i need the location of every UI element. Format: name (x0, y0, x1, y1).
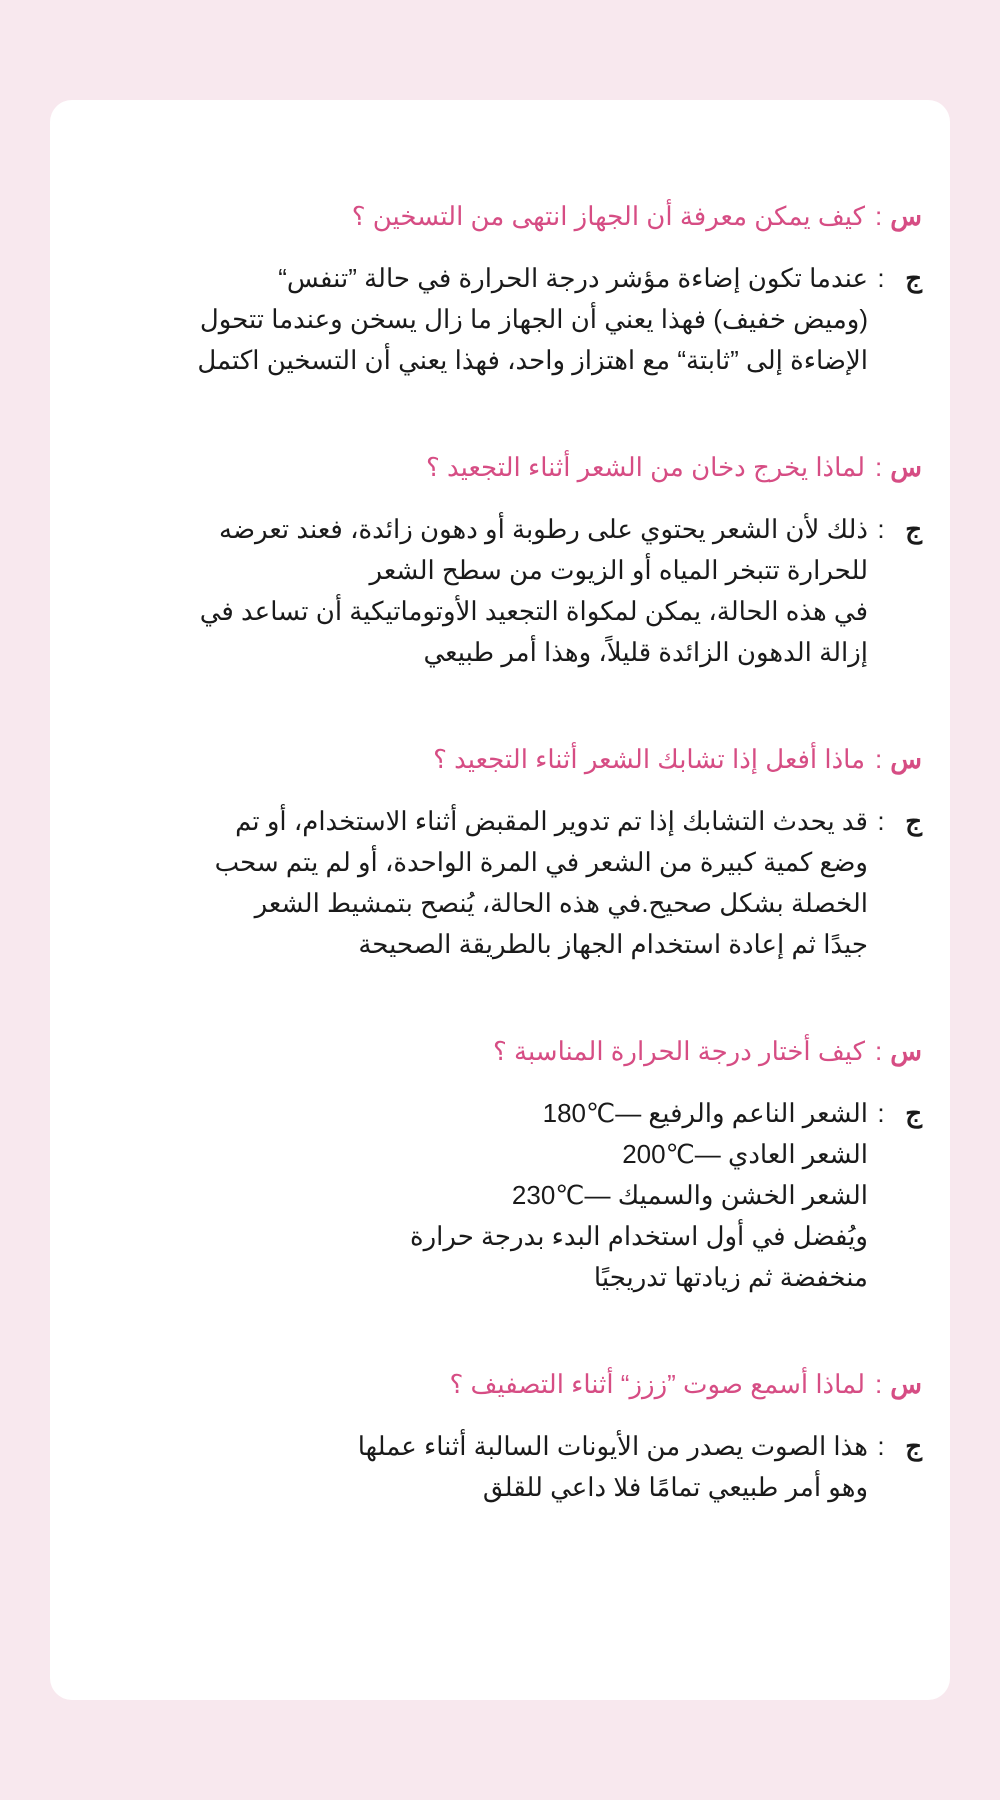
question-marker: س (890, 1036, 922, 1066)
question-marker: س (890, 744, 922, 774)
faq-item (78, 196, 922, 381)
question-text: ماذا أفعل إذا تشابك الشعر أثناء التجعيد ؟ (433, 744, 866, 774)
faq-question (78, 739, 922, 779)
answer-marker: ج (905, 514, 922, 544)
answer-line: جيدًا ثم إعادة استخدام الجهاز بالطريقة الصحيحة (358, 929, 868, 959)
question-colon: : (875, 1036, 883, 1066)
answer-colon: : (877, 806, 885, 836)
faq-item (78, 1364, 922, 1508)
answer-line: الشعر الناعم والرفيع —℃180 (542, 1098, 868, 1128)
answer-line: قد يحدث التشابك إذا تم تدوير المقبض أثناء الاستخدام، أو تم (235, 806, 868, 836)
question-text: لماذا يخرج دخان من الشعر أثناء التجعيد ؟ (425, 452, 866, 482)
answer-text (78, 258, 868, 381)
faq-item (78, 739, 922, 965)
answer-text (78, 1426, 868, 1508)
question-colon: : (875, 1369, 883, 1399)
answer-line: هذا الصوت يصدر من الأيونات السالبة أثناء عملها (357, 1431, 868, 1461)
faq-question (78, 447, 922, 487)
question-marker: س (890, 452, 922, 482)
answer-colon: : (877, 1431, 885, 1461)
faq-answer (78, 1426, 922, 1508)
question-marker: س (890, 1369, 922, 1399)
answer-colon: : (877, 514, 885, 544)
answer-line: منخفضة ثم زيادتها تدريجيًا (593, 1262, 868, 1292)
faq-question (78, 1031, 922, 1071)
faq-answer (78, 509, 922, 673)
faq-item (78, 1031, 922, 1298)
answer-text (78, 801, 868, 965)
faq-answer (78, 258, 922, 381)
answer-line: الشعر الخشن والسميك —℃230 (511, 1180, 868, 1210)
answer-marker: ج (905, 1098, 922, 1128)
answer-line: الخصلة بشكل صحيح.في هذه الحالة، يُنصح بتمشيط الشعر (254, 888, 868, 918)
answer-line: وهو أمر طبيعي تمامًا فلا داعي للقلق (482, 1472, 868, 1502)
answer-line: وضع كمية كبيرة من الشعر في المرة الواحدة، أو لم يتم سحب (214, 847, 868, 877)
answer-line: الإضاءة إلى ”ثابتة“ مع اهتزاز واحد، فهذا يعني أن التسخين اكتمل (197, 345, 868, 375)
answer-marker: ج (905, 263, 922, 293)
question-marker: س (890, 201, 922, 231)
question-text: لماذا أسمع صوت ”ززز“ أثناء التصفيف ؟ (449, 1369, 866, 1399)
answer-text (78, 1093, 868, 1298)
question-colon: : (875, 744, 883, 774)
answer-text (78, 509, 868, 673)
answer-marker: ج (905, 1431, 922, 1461)
faq-item (78, 447, 922, 673)
answer-line: في هذه الحالة، يمكن لمكواة التجعيد الأوتوماتيكية أن تساعد في (199, 596, 868, 626)
question-text: كيف أختار درجة الحرارة المناسبة ؟ (493, 1036, 866, 1066)
answer-colon: : (877, 1098, 885, 1128)
faq-answer (78, 1093, 922, 1298)
question-colon: : (875, 201, 883, 231)
answer-line: للحرارة تتبخر المياه أو الزيوت من سطح الشعر (369, 555, 868, 585)
question-colon: : (875, 452, 883, 482)
answer-line: الشعر العادي —℃200 (622, 1139, 868, 1169)
answer-colon: : (877, 263, 885, 293)
answer-line: إزالة الدهون الزائدة قليلاً، وهذا أمر طبيعي (423, 637, 868, 667)
faq-card (50, 100, 950, 1700)
question-text: كيف يمكن معرفة أن الجهاز انتهى من التسخين ؟ (351, 201, 866, 231)
answer-line: (وميض خفيف) فهذا يعني أن الجهاز ما زال يسخن وعندما تتحول (199, 304, 868, 334)
faq-answer (78, 801, 922, 965)
faq-question (78, 1364, 922, 1404)
faq-question (78, 196, 922, 236)
answer-line: عندما تكون إضاءة مؤشر درجة الحرارة في حالة ”تنفس“ (278, 263, 868, 293)
answer-line: ويُفضل في أول استخدام البدء بدرجة حرارة (409, 1221, 868, 1251)
answer-marker: ج (905, 806, 922, 836)
answer-line: ذلك لأن الشعر يحتوي على رطوبة أو دهون زائدة، فعند تعرضه (219, 514, 868, 544)
